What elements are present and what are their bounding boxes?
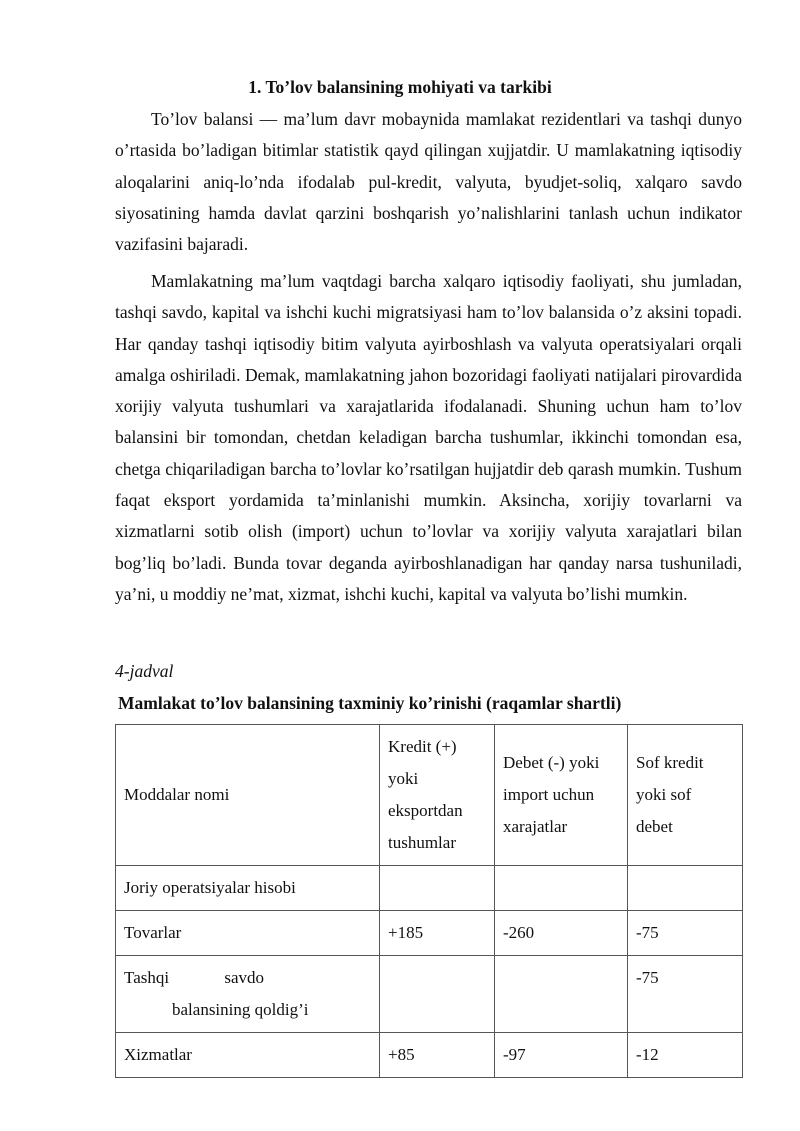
table-caption: Mamlakat to’lov balansining taxminiy ko’rinishi (raqamlar shartli) <box>118 693 622 713</box>
header-item-name: Moddalar nomi <box>116 725 380 866</box>
row-debit: -97 <box>495 1033 628 1078</box>
row-name: Tovarlar <box>116 911 380 956</box>
header-debit-line: Debet (-) yoki <box>503 753 600 772</box>
header-credit <box>380 725 495 866</box>
row-net: -75 <box>628 956 743 1033</box>
row-name-word: savdo <box>224 968 264 987</box>
table-row <box>116 866 743 911</box>
header-debit-line: xarajatlar <box>503 817 568 836</box>
row-credit: +85 <box>380 1033 495 1078</box>
table-header-row <box>116 725 743 866</box>
table-row <box>116 956 743 1033</box>
row-name <box>116 956 380 1033</box>
row-net: -12 <box>628 1033 743 1078</box>
row-net <box>628 866 743 911</box>
row-credit <box>380 866 495 911</box>
header-net-line: yoki sof <box>636 785 692 804</box>
row-debit: -260 <box>495 911 628 956</box>
row-debit <box>495 956 628 1033</box>
header-credit-line: Kredit (+) <box>388 737 457 756</box>
row-name-word: Tashqi <box>124 968 170 987</box>
header-credit-line: tushumlar <box>388 833 456 852</box>
table-number: 4-jadval <box>115 661 174 681</box>
header-debit <box>495 725 628 866</box>
row-net: -75 <box>628 911 743 956</box>
header-net-line: Sof kredit <box>636 753 704 772</box>
header-net <box>628 725 743 866</box>
balance-table <box>115 724 743 1078</box>
header-net-line: debet <box>636 817 673 836</box>
row-name: Joriy operatsiyalar hisobi <box>116 866 380 911</box>
section-heading: 1. To’lov balansining mohiyati va tarkibi <box>248 77 552 97</box>
table-row <box>116 1033 743 1078</box>
header-credit-line: yoki <box>388 769 419 788</box>
header-credit-line: eksportdan <box>388 801 463 820</box>
row-name-second-line: balansining qoldig’i <box>172 1000 309 1019</box>
row-name-first-line <box>124 962 264 994</box>
row-debit <box>495 866 628 911</box>
table-row <box>116 911 743 956</box>
row-credit: +185 <box>380 911 495 956</box>
row-credit <box>380 956 495 1033</box>
row-name: Xizmatlar <box>116 1033 380 1078</box>
paragraph-1: To’lov balansi — ma’lum davr mobaynida mamlakat rezidentlari va tashqi dunyo o’rtasida bo’ladigan bitimlar statistik qayd qilingan xujjatdir. U mamlakatning iqtisodiy aloqalarini aniq-lo’nda ifodalab pul-kredit, valyuta, byudjet-soliq, xalqaro savdo siyosatining hamda davlat qarzini boshqarish yo’nalishlarini tanlash uchun indikator vazifasini bajaradi. <box>115 109 742 255</box>
header-debit-line: import uchun <box>503 785 595 804</box>
paragraph-2: Mamlakatning ma’lum vaqtdagi barcha xalqaro iqtisodiy faoliyati, shu jumladan, tashqi savdo, kapital va ishchi kuchi migratsiyasi ham to’lov balansida o’z aksini topadi. Har qanday tashqi iqtisodiy bitim valyuta ayirboshlash va valyuta operatsiyalari orqali amalga oshiriladi. Demak, mamlakatning jahon bozoridagi faoliyati natijalari pirovardida xorijiy valyuta tushumlari va xarajatlarida ifodalanadi. Shuning uchun ham to’lov balansini bir tomondan, chetdan keladigan barcha tushumlar, ikkinchi tomondan esa, chetga chiqariladigan barcha to’lovlar ko’rsatilgan hujjatdir deb qarash mumkin. Tushum faqat eksport yordamida ta’minlanishi mumkin. Aksincha, xorijiy tovarlarni va xizmatlarni sotib olish (import) uchun to’lovlar va xorijiy valyuta xarajatlari bilan bog’liq bo’ladi. Bunda tovar deganda ayirboshlanadigan har qanday narsa tushuniladi, ya’ni, u moddiy ne’mat, xizmat, ishchi kuchi, kapital va valyuta bo’lishi mumkin. <box>115 271 742 604</box>
